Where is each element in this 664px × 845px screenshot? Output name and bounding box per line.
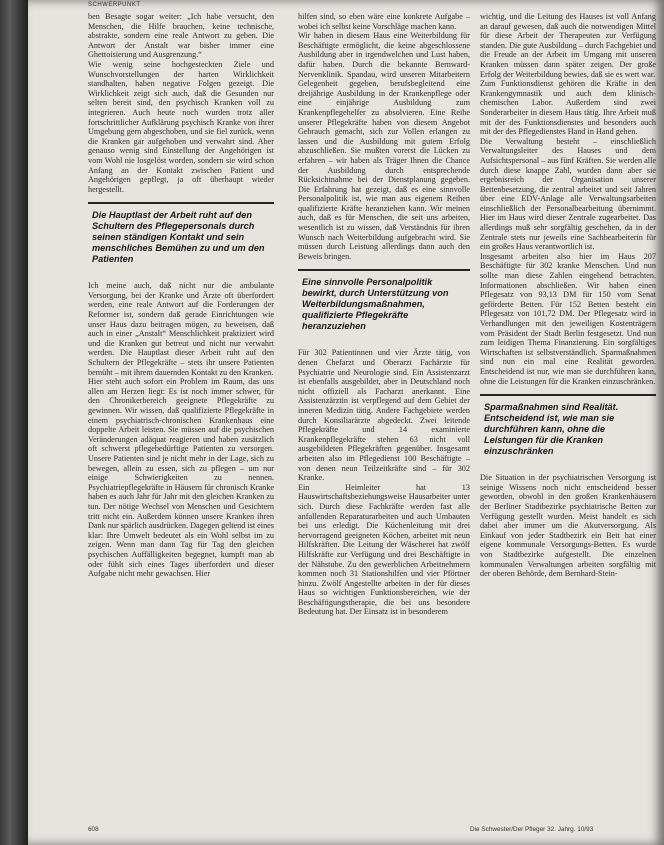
paragraph: Ich meine auch, daß nicht nur die ambulante Versorgung, bei der Kranke und Ärzte oft überfordert werden, eine reale Antwort auf die Forderungen der Reformer ist, sondern daß gerade Einrichtungen wie unser Haus dazu beitragen mögen, zu beweisen, daß auch in einer „Anstalt“ Menschlichkeit praktiziert wird und die Kranken gut betreut und nicht nur verwahrt werden. Die Hauptlast dieser Arbeit ruht auf den Schultern der Pflegekräfte – stets ihr unsere Patienten bemüht – mit ihrem dauernden Kontakt zu den Kranken. [88,281,274,377]
journal-footer: Die Schwester/Der Pfleger 32. Jahrg. 10/93 [470,826,594,833]
paragraph: Insgesamt arbeiten also hier im Haus 207 Beschäftigte für 302 kranke Menschen. Und nun sollte man diese Zahlen eingehend betrachten. Informationen abschließen. Wir haben einen Pflegesatz von 93,13 DM für 150 vom Senat geförderte Betten. Für 152 Betten besteht ein Pflegesatz von 101,72 DM. Der Pflegesatz wird in Verhandlungen mit den jeweiligen Kostenträgern vom Präsident der Stadt Berlin festgesetzt. Und nun zum leidigen Thema Finanzierung. Ein sorgfältiges Wirtschaften ist selbstverständlich. Sparmaßnahmen sind nun ein mal eine Realität geworden. Entscheidend ist nur, wie man sie durchführen kann, ohne die Leistungen für die Kranken einzuschränken. [480,251,656,386]
column-1 [88,12,274,827]
paragraph: wichtig, und die Leitung des Hauses ist voll Anfang an darauf gewesen, daß auch die notwendigen Mittel für diese Arbeit der Therapeuten zur Verfügung standen. Die gute Ausbildung – durch Fachgebiet und die Freude an der Arbeit im Umgang mit unseren Kranken müssen dann später zeigen. Der große Erfolg der Weiterbildung bewies, daß sie es wert war. [480,12,656,79]
pull-quote: Eine sinnvolle Personalpolitik bewirkt, durch Unterstützung von Weiterbildungsmaßnahmen, qualifizierte Pflegekräfte heranzuziehen [298,269,470,338]
paragraph: Hier steht auch sofort ein Problem im Raum, das uns allen am Herzen liegt: Es ist noch immer schwer, für den Chronikerbereich geeignete Pflegekräfte zu gewinnen. Wir wissen, daß qualifizierte Pflegekräfte in einem psychiatrisch-chronischen Krankenhaus eine doppelte Arbeit leisten. Sie müssen auf die psychischen Veränderungen adäquat reagieren und haben zusätzlich oft schwerst pflegebedürftige Patienten zu versorgen. Unsere Patienten sind je nicht mehr in der Lage, sich zu bewegen, allein zu essen, sich zu pflegen – um nur einige Schwierigkeiten zu nennen. Psychiatriepflegekräfte in Häusern für chronisch Kranke haben es auch Jahr für Jahr mit den gleichen Kranken zu tun. Der nötige Wechsel von Menschen und Gesichtern tritt nicht ein. Außerdem können unsere Kranken ihren Dank nur spärlich ausdrücken. Dagegen geltend ist eines klar: Ihre Umwelt bedeutet als ein Wohl selbst im zu zeigen. Wenn man dann Tag für Tag den gleichen psychischen Auffälligkeiten begegnet, kumpft man ab oder fühlt sich eines Tages überfordert und dieser Aufgabe nicht mehr gewachsen. Hier [88,377,274,579]
paragraph: Wie wenig seine hochgesteckten Ziele und Wunschvorstellungen der harten Wirklichkeit standhalten, haben negative Folgen gezeigt. Die Wirklichkeit zeigt sich auch, daß die Gesunden nur selten bereit sind, den psychisch Kranken voll zu integrieren. Auch heute noch wurden trotz aller fortschrittlicher Aufklärung psychisch Kranke von ihrer Umgebung gern abgeschoben, und sie fiel zurück, wenn die Kranken gar aufgehoben und verwahrt sind. Aber genauso wenig sind Einstellung der Angehörigen ist vom Wohl nie losgelöst worden, sondern sie wird schon Anfang an der Kontakt zwischen Patient und Angehörigen gepflegt, ja oft überhaupt wieder hergestellt. [88,59,274,194]
paragraph: Zum Funktionsdienst gehören die Kräfte in den Krankengymnastik und auch dem klinisch-chemischen Labor. Außerdem sind zwei Sonderarbeiter in diesem Haus tätig. Ihre Arbeit muß mit der des Funktionsdienstes und besonders auch mit der des Pflegedienstes Hand in Hand gehen. [480,79,656,137]
paragraph: Für 302 Patientinnen und vier Ärzte tätig, von denen Chefarzt und Oberarzt Fachärzte für Psychiatrie und Neurologie sind. Ein Assistenzarzt ist ebenfalls ausgebildet, aber in Deutschland noch nicht offiziell als Facharzt anerkannt. Eine Assistenzärztin ist verpflegend auf dem Gebiet der inneren Medizin tätig. Andere Fachgebiete werden durch Konsiliarärzte abgedeckt. Zwei leitende Pflegekräfte und 14 examinierte Krankenpflegekräfte stehen 63 nicht voll ausgebildeten Pflegekräften gegenüber. Insgesamt arbeiten also im Pflegedienst 100 Beschäftigte – von denen neun Teilzeitkräfte sind – für 302 Kranke. [298,348,470,483]
paragraph: Die Situation in der psychiatrischen Versorgung ist seinige Wissens noch nicht entscheidend besser geworden, obwohl in den großen Krankenhäusern der Berliner Stadtbezirke psychiatrische Betten zur Verfügung gestellt wurden. Meist handelt es sich dabei aber immer um die Akutversorgung. Als Einkauf von jeder Stadtbezirk ein Bett hat einer eigene kommunale Versorgungs-Betten. Es wurde von Stadtbezirke aufgestellt. Die einzelnen kommunalen Verwaltungen arbeiten sorgfältig mit der oberen Behörde, dem Bernhard-Stein- [480,473,656,579]
pull-quote: Die Hauptlast der Arbeit ruht auf den Schultern des Pflegepersonals durch seinen ständigen Kontakt und sein menschliches Bemühen zu und um den Patienten [88,202,274,271]
paragraph: Wir haben in diesem Haus eine Weiterbildung für Beschäftigte ermöglicht, die keine abgeschlossene Ausbildung aber in irgendwelchen und Lust haben, dafür haben. Durch die bekannte Bernward-Nervenklinik. Spandau, wird unseren Mitarbeitern Gelegenheit gegeben, berufsbegleitend eine dreijährige Ausbildung in der Krankenpflege oder eine einjährige Ausbildung zum Krankenpflegehelfer zu absolvieren. Eine Reihe unserer Pflegekräfte haben von diesem Angebot Gebrauch gemacht, sich zur Vollen erlangen zu lassen und die Ausbildung mit gutem Erfolg abzuschließen. Sie mußten vorerst die Lücken zu erfahren – wir haben als Träger Ihnen die Chance der Ausbildung durch entsprechende Rücksichtnahme bei der Dienstplanung gegeben. Die Erfahrung hat gezeigt, daß es eine sinnvolle Personalpolitik ist, wie man aus eigenem Reihen qualifizierte Kräfte heranziehen kann. Wir meinen auch, daß es für Menschen, die seit uns arbeiten, wesentlich ist zu wissen, daß Verständnis für ihren Wunsch nach Weiterbildung aufgebracht wird. Sie müssen durch Leistung allerdings dann auch den Beweis bringen. [298,31,470,261]
running-head: SCHWERPUNKT [88,2,141,8]
paragraph: Die Verwaltung besteht – einschließlich Verwaltungsleiter des Hauses und dem Aufsichtspersonal – aus fünf Kräften. Sie werden alle durch diese knappe Zahl, wurden dann aber sie ergebnisreich der Organisation unserer Bettenbesetzung, die zentral arbeitet und seit Jahren über eine EDV-Anlage alle Verwaltungsarbeiten einschließlich der Personalbearbeitung übernimmt. Hier im Haus wird dieser Zentrale zugearbeitet. Das allerdings muß sehr sorgfältig geschehen, da in der Zentrale stets nur jeweils eine Sachbearbeiterin für ein großes Haus verantwortlich ist. [480,136,656,252]
column-3 [480,12,656,827]
page-number: 608 [88,826,99,833]
paragraph: ben Besagte sogar weiter: „Ich habe versucht, den Menschen, die Hilfe brauchen, keine technische, abstrakte, sondern eine reale Antwort zu geben. Die Antwort der Anstalt war bisher immer eine Ghettoisierung und Ausgrenzung.“ [88,12,274,60]
paragraph: hilfen sind, so eben wäre eine konkrete Aufgabe – wobei ich selbst keine Vorschläge machen kann. [298,12,470,31]
paragraph: Ein Heimleiter hat 13 Hauswirtschaftsbeziehungsweise Hausarbeiter unter sich. Durch diese Fachkräfte werden fast alle anfallenden Reparaturarbeiten und auch Umbauten bei uns erledigt. Die Küchenleitung mit drei hervorragend geeigneten Köchen, arbeitet mit neun Hilfskräften. Die Leitung der Wäscherei hat zwölf Hilfskräfte zur Verfügung und drei Beschäftigte in der Nähstube. Zu den gewerblichen Arbeitnehmern kommen noch 31 Stationshilfen und vier Pförtner hinzu. Zwölf Angestellte arbeiten in der für dieses Haus so wichtigen Funktionsbereichen, wie der Beschäftigungstherapie, die bei uns besondere Bedeutung hat. Der Einsatz ist in besonderem [298,482,470,617]
page-binding-edge [0,0,28,845]
pull-quote: Sparmaßnahmen sind Realität. Entscheidend ist, wie man sie durchführen kann, ohne die Leistungen für die Kranken einzuschränken [480,394,656,463]
column-2 [298,12,470,827]
